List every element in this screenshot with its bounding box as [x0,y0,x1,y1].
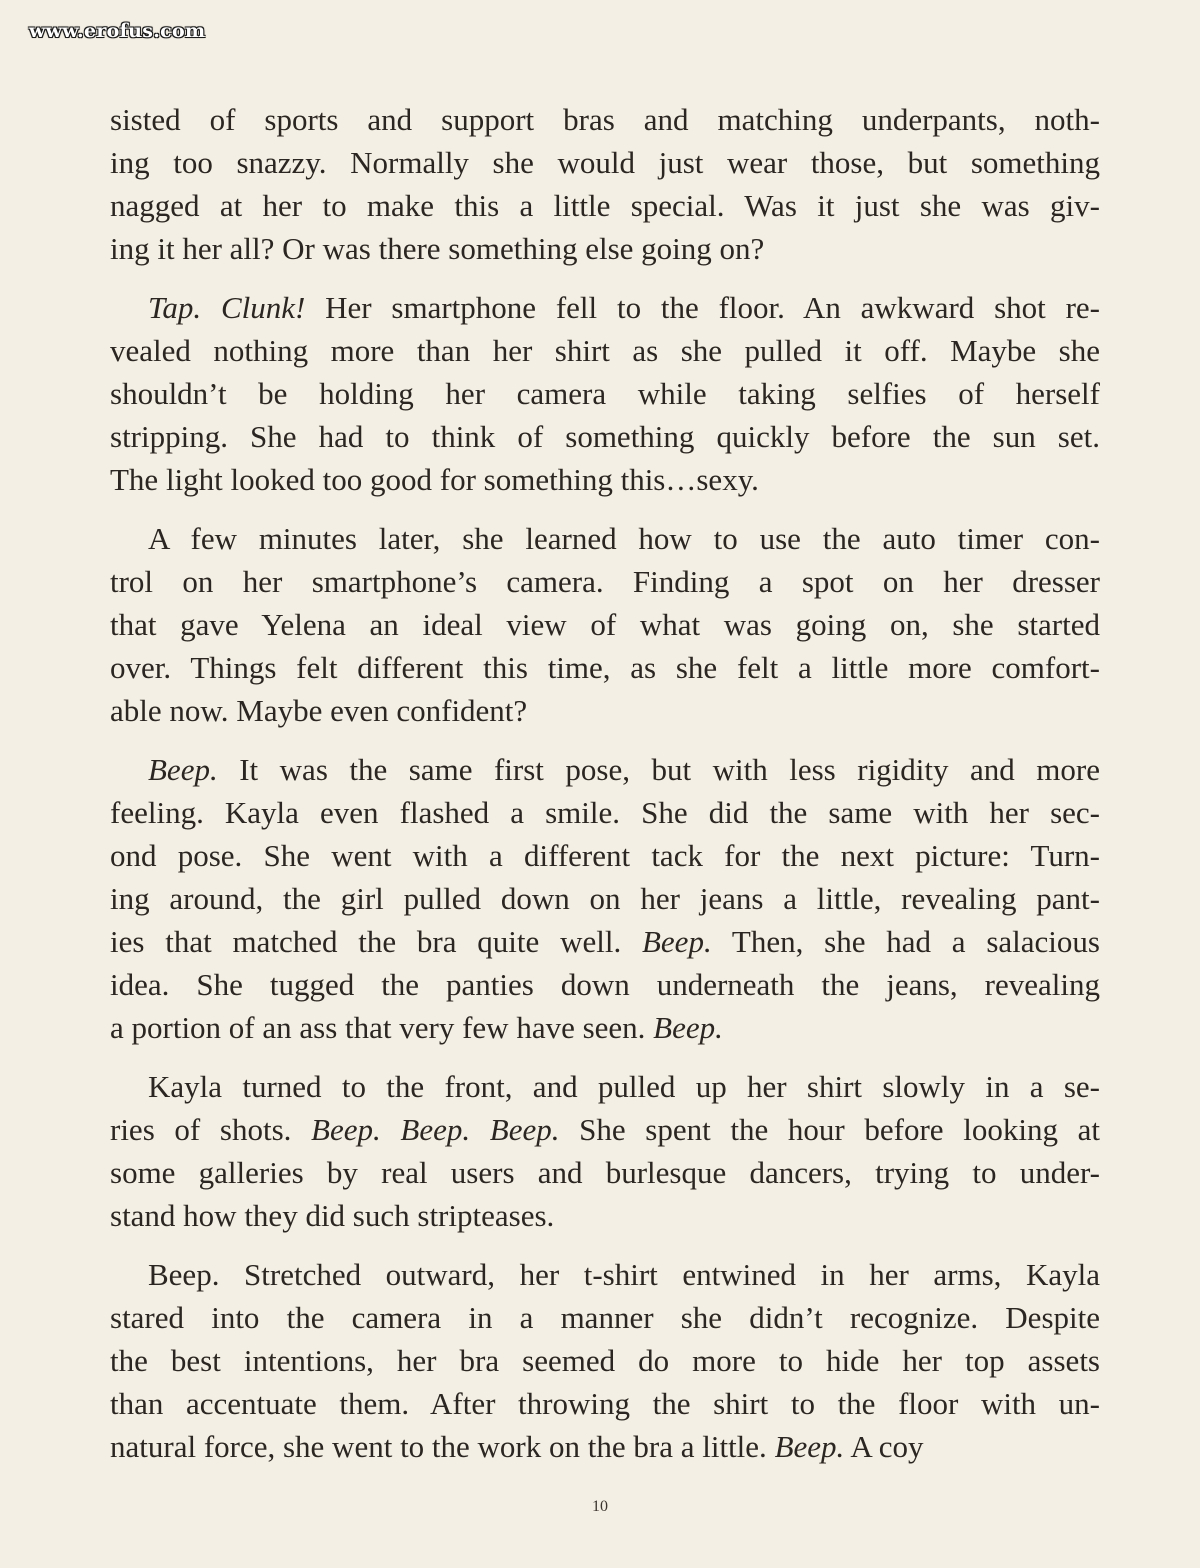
text-line: vealed nothing more than her shirt as she pulled it off. Maybe she [110,333,1100,368]
text-line: ries of shots. Beep. Beep. Beep. She spent the hour before looking at [110,1112,1100,1147]
text-line: The light looked too good for something this…sexy. [110,462,759,497]
paragraph [110,1253,1100,1468]
text-line: stripping. She had to think of something quickly before the sun set. [110,419,1100,454]
text-line: shouldn’t be holding her camera while taking selfies of herself [110,376,1100,411]
text-line: feeling. Kayla even flashed a smile. She did the same with her sec- [110,795,1100,830]
text-line: nagged at her to make this a little special. Was it just she was giv- [110,188,1100,223]
text-line: the best intentions, her bra seemed do more to hide her top assets [110,1343,1100,1378]
text-line: Beep. It was the same first pose, but with less rigidity and more [148,752,1100,787]
text-line: Kayla turned to the front, and pulled up her shirt slowly in a se- [148,1069,1100,1104]
paragraph [110,517,1100,732]
text-line: a portion of an ass that very few have seen. Beep. [110,1010,723,1045]
page-number: 10 [592,1498,608,1515]
text-line: ing around, the girl pulled down on her jeans a little, revealing pant- [110,881,1100,916]
text-line: than accentuate them. After throwing the shirt to the floor with un- [110,1386,1100,1421]
paragraph [110,748,1100,1049]
text-line: sisted of sports and support bras and matching underpants, noth- [110,102,1100,137]
text-line: over. Things felt different this time, as she felt a little more comfort- [110,650,1100,685]
text-line: Beep. Stretched outward, her t-shirt entwined in her arms, Kayla [148,1257,1100,1292]
paragraph [110,1065,1100,1237]
text-line: ing it her all? Or was there something else going on? [110,231,765,266]
text-line: ond pose. She went with a different tack for the next picture: Turn- [110,838,1100,873]
watermark: www.erofus.com [29,20,206,42]
text-line: able now. Maybe even confident? [110,693,528,728]
text-line: some galleries by real users and burlesque dancers, trying to under- [110,1155,1100,1190]
text-line: that gave Yelena an ideal view of what was going on, she started [110,607,1100,642]
paragraph [110,286,1100,501]
text-line: ies that matched the bra quite well. Beep. Then, she had a salacious [110,924,1100,959]
paragraph [110,98,1100,270]
text-line: idea. She tugged the panties down underneath the jeans, revealing [110,967,1100,1002]
text-line: trol on her smartphone’s camera. Finding a spot on her dresser [110,564,1100,599]
text-line: A few minutes later, she learned how to use the auto timer con- [148,521,1100,556]
text-line: stared into the camera in a manner she didn’t recognize. Despite [110,1300,1100,1335]
text-line: ing too snazzy. Normally she would just wear those, but something [110,145,1100,180]
text-line: Tap. Clunk! Her smartphone fell to the floor. An awkward shot re- [148,290,1100,325]
body-text [110,98,1100,1484]
text-line: stand how they did such stripteases. [110,1198,555,1233]
text-line: natural force, she went to the work on the bra a little. Beep. A coy [110,1429,924,1464]
